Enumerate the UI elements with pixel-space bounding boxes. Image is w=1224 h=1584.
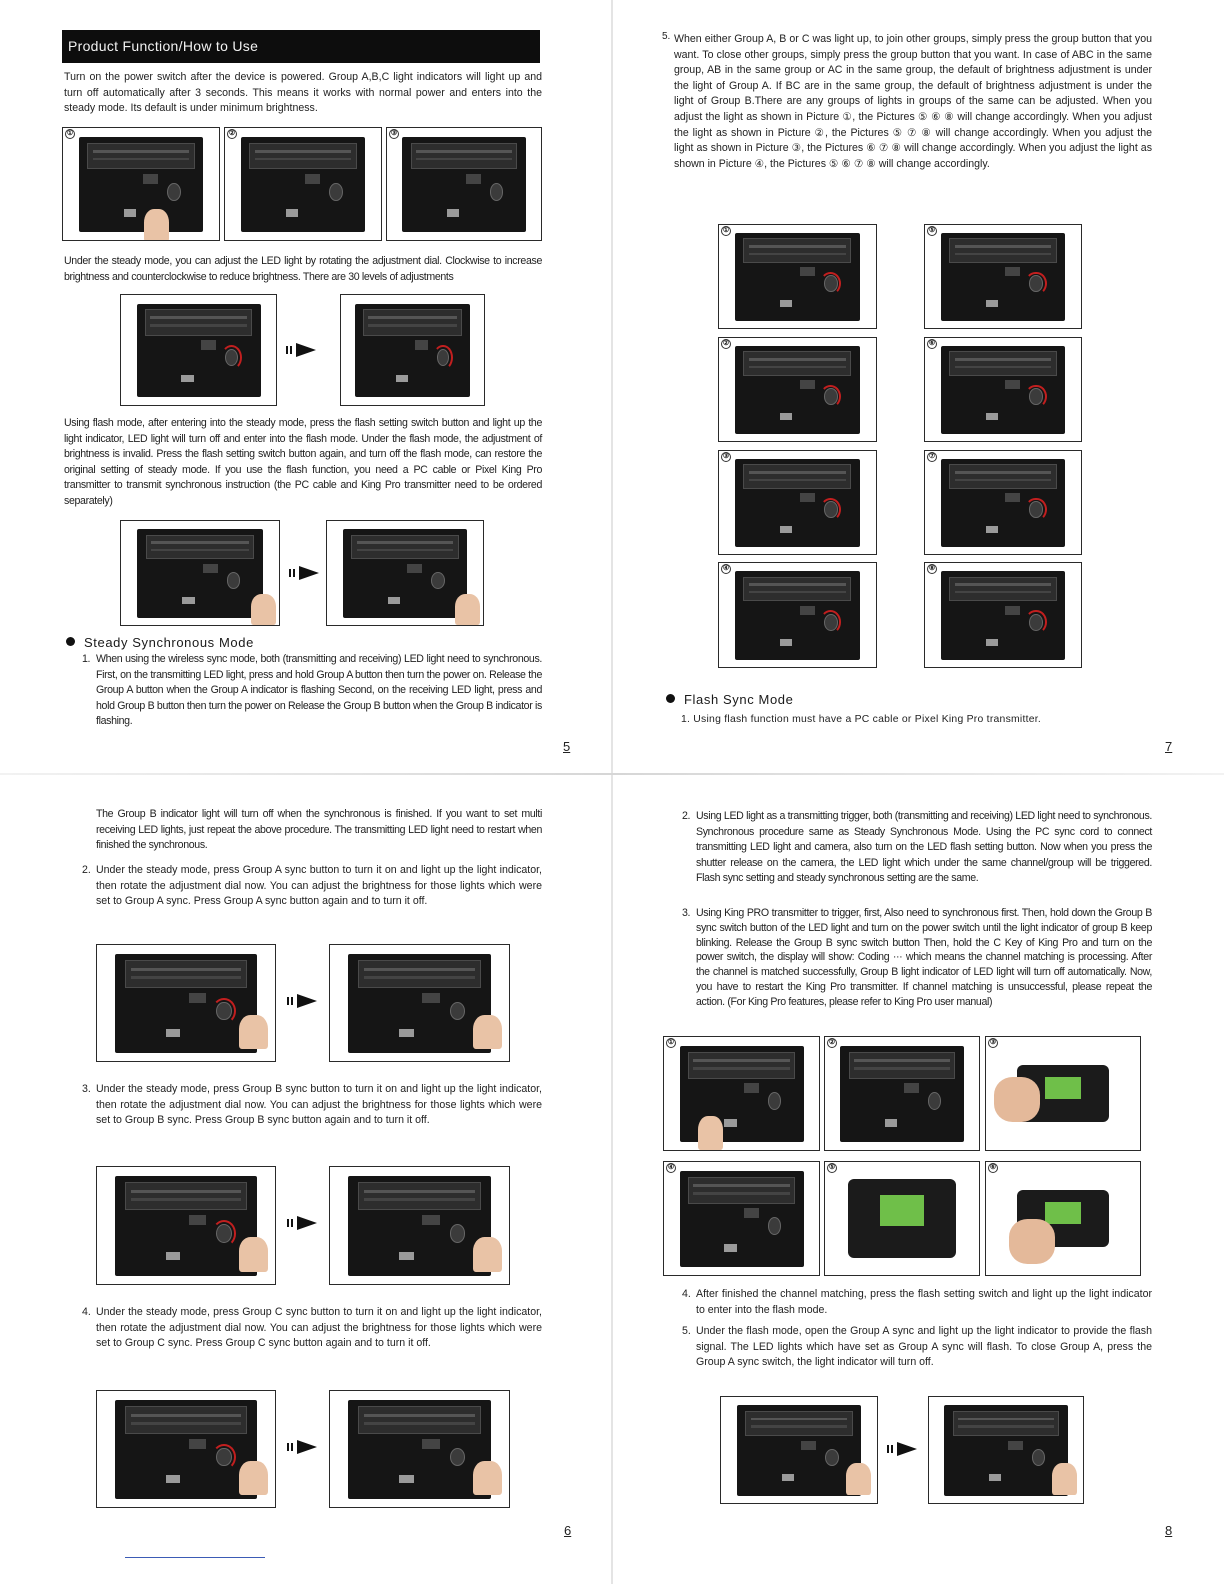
figure-label: ⑥ [928, 340, 936, 347]
figure-label: ③ [722, 453, 730, 460]
figure-7 [924, 450, 1082, 555]
figure-label: ③ [989, 1039, 997, 1046]
arrow-right-icon [289, 566, 323, 580]
section-heading-text: Flash Sync Mode [684, 692, 794, 707]
group-a-figure-before [96, 944, 276, 1062]
led-panel-image [355, 304, 469, 398]
list-item-number: 5. [662, 31, 671, 42]
page-8 [612, 792, 1224, 1584]
finger-image [846, 1463, 871, 1495]
led-panel-image [735, 346, 861, 434]
list-item-number: 4. [682, 1288, 691, 1300]
list-item-text: When using the wireless sync mode, both (transmitting and receiving) LED light need to synchronous. First, on the transmitting LED light, press and hold Group A button then turn the power on. Release the Group A button when the Group A indicator is flashing Second, on the receiving LED light, press and hold Group B button then turn the power on Release the Group B button when the Group B indicator is flashing. [96, 653, 542, 728]
led-panel-image [944, 1405, 1067, 1495]
bullet-icon [66, 637, 75, 646]
led-panel-image [115, 1176, 257, 1275]
arrow-right-icon [287, 1440, 321, 1454]
flash-figure-after [326, 520, 484, 626]
list-item-number: 4. [82, 1306, 91, 1318]
arrow-right-icon [286, 343, 320, 357]
led-panel-image [735, 233, 861, 321]
figure-label: ① [667, 1039, 675, 1046]
group-b-figure-after [329, 1166, 510, 1285]
list-item [662, 31, 1152, 172]
group-c-figure-after [329, 1390, 510, 1508]
list-item-text: Under the steady mode, press Group A sync button to turn it on and light up the light indicator, then rotate the adjustment dial now. You can adjust the brightness for those lights which were set to Group A sync. Press Group A sync button again and to turn it off. [96, 864, 542, 908]
bullet-icon [666, 694, 675, 703]
led-panel-image [137, 529, 263, 617]
flash-figure-before [120, 520, 280, 626]
finger-image [473, 1461, 502, 1496]
dial-figure-after [340, 294, 485, 406]
dial-figure-before [120, 294, 277, 406]
list-item-number: 2. [82, 864, 91, 876]
list-item-text: When either Group A, B or C was light up, to join other groups, simply press the group button that you want. To close other groups, simply press the group button that you want. In case of ABC in the same group, AB in the same group or AC in the same group, the default of brightness adjustment is under the light of Group A. If BC are in the same group, the default of brightness adjustment is under the light of Group B.There are any groups of lights in groups of the same can be adjusted. When you adjust the light as shown in Picture ①, the Pictures ⑤ ⑥ ⑧ will change accordingly. When you adjust the light as shown in Picture ②, the Pictures ⑤ ⑦ ⑧ will change accordingly. When you adjust the light as shown in Picture ③, the Pictures ⑥ ⑦ ⑧ will change accordingly. When you adjust the light as shown in Picture ④, the Pictures ⑤ ⑥ ⑦ ⑧ will change accordingly. [674, 33, 1152, 170]
figure-1 [718, 224, 877, 329]
list-item-number: 1. [82, 653, 91, 665]
figure-label: ② [722, 340, 730, 347]
list-item-text: Under the steady mode, press Group C sync button to turn it on and light up the light indicator, then rotate the adjustment dial now. You can adjust the brightness for those lights which were set to Group C sync. Press Group C sync button again and to turn it off. [96, 1306, 542, 1350]
page-number: 7 [1165, 739, 1173, 754]
hand-image [994, 1077, 1040, 1122]
list-item [82, 863, 542, 910]
finger-image [455, 594, 480, 625]
list-item [682, 1287, 1152, 1318]
group-a-figure-after [329, 944, 510, 1062]
page-5 [0, 0, 612, 792]
list-item-number: 5. [682, 1325, 691, 1337]
finger-image [473, 1015, 502, 1050]
figure-1 [62, 127, 220, 241]
figure-6 [924, 337, 1082, 442]
figure-label: ⑤ [828, 1164, 836, 1171]
figure-3 [718, 450, 877, 555]
list-item-text: Under the steady mode, press Group B sync button to turn it on and light up the light indicator, then rotate the adjustment dial now. You can adjust the brightness for those lights which were set to Group B sync. Press Group B sync button again and to turn it off. [96, 1083, 542, 1127]
flash-a-figure-after [928, 1396, 1084, 1504]
led-panel-image [241, 137, 366, 232]
figure-4 [718, 562, 877, 668]
list-item-text: Using LED light as a transmitting trigger, both (transmitting and receiving) LED light need to synchronous. Synchronous procedure same as Steady Synchronous Mode. Using the PC sync cord to connect transmitting LED light and camera, also turn on the LED flash setting button. Now when you press the shutter release on the camera, the LED light which under the same channel/group will be triggered. Flash sync setting and steady synchronous setting are the same. [696, 810, 1152, 885]
figure-label: ② [828, 1039, 836, 1046]
figure-5 [924, 224, 1082, 329]
figure-1 [663, 1036, 820, 1151]
arrow-right-icon [287, 994, 321, 1008]
arrow-right-icon [887, 1442, 921, 1456]
list-item-text: Using King PRO transmitter to trigger, first, Also need to synchronous first. Then, hold down the Group B sync switch button of the LED light and turn on the power switch until the light indicator of group B keep blinking. Release the Group B sync switch button Then, hold the C Key of King Pro and turn on the power switch, the display will show: Coding ··· which means the channel matching is processing. After the channel is matched successfully, Group B light indicator of LED light will turn off automatically. Now, you have to restart the King Pro transmitter. If channel matching is unsuccessful, please repeat the action. (For King Pro features, please refer to King Pro user manual) [696, 907, 1152, 1008]
figure-label: ① [66, 130, 74, 137]
continuation-paragraph: The Group B indicator light will turn off when the synchronous is finished. If you want to set multi receiving LED lights, just repeat the above procedure. The transmitting LED light need to restart when finished the synchronous. [96, 808, 542, 852]
led-panel-image [737, 1405, 862, 1495]
page-number: 5 [563, 739, 571, 754]
group-b-figure-before [96, 1166, 276, 1285]
finger-image [251, 594, 276, 625]
page-number: 8 [1165, 1523, 1173, 1538]
list-item [682, 809, 1152, 887]
led-panel-image [343, 529, 468, 617]
figure-2 [718, 337, 877, 442]
dial-paragraph: Under the steady mode, you can adjust the LED light by rotating the adjustment dial. Clockwise to increase brightness and counterclockwise to reduce brightness. There are 30 levels of adjustments [64, 255, 542, 283]
page-7 [612, 0, 1224, 792]
led-panel-image [680, 1171, 804, 1267]
list-item [82, 652, 542, 730]
led-panel-image [402, 137, 525, 232]
led-panel-image [79, 137, 204, 232]
led-panel-image [941, 459, 1066, 547]
finger-image [144, 209, 169, 241]
led-panel-image [840, 1046, 963, 1142]
page-number: 6 [564, 1523, 572, 1538]
led-panel-image [137, 304, 261, 398]
section-heading-text: Steady Synchronous Mode [84, 635, 254, 650]
figure-label: ⑧ [928, 565, 936, 572]
figure-label: ④ [722, 565, 730, 572]
figure-label: ① [722, 227, 730, 234]
finger-image [239, 1015, 267, 1050]
figure-label: ② [228, 130, 236, 137]
figure-label: ④ [667, 1164, 675, 1171]
figure-8 [924, 562, 1082, 668]
list-item-number: 2. [682, 810, 691, 822]
section-heading [66, 635, 254, 650]
section-header-title: Product Function/How to Use [68, 38, 259, 54]
list-item-number: 3. [82, 1083, 91, 1095]
led-panel-image [115, 1400, 257, 1499]
list-item-number: 3. [682, 907, 691, 919]
finger-image [1052, 1463, 1077, 1495]
led-panel-image [348, 1176, 491, 1275]
led-panel-image [941, 571, 1066, 659]
list-item [682, 906, 1152, 1010]
figure-2 [824, 1036, 980, 1151]
list-item-text: Under the flash mode, open the Group A sync and light up the light indicator to provide the flash signal. The LED lights which have set as Group A sync will flash. To close Group A, press the Group A sync switch, the light indicator will turn off. [696, 1325, 1152, 1369]
figure-2 [224, 127, 382, 241]
intro-paragraph: Turn on the power switch after the device is powered. Group A,B,C light indicators will light up and turn off automatically after 3 seconds. This means it works with normal power and enters into the steady mode. Its default is under minimum brightness. [64, 71, 542, 115]
group-c-figure-before [96, 1390, 276, 1508]
list-item [82, 1305, 542, 1352]
finger-image [239, 1237, 267, 1272]
figure-6 [985, 1161, 1141, 1276]
transmitter-image [848, 1179, 956, 1258]
hand-image [1009, 1219, 1055, 1264]
list-item [682, 1324, 1152, 1371]
arrow-right-icon [287, 1216, 321, 1230]
figure-label: ⑦ [928, 453, 936, 460]
finger-image [698, 1116, 723, 1150]
section-header-bar [62, 30, 540, 63]
figure-label: ⑤ [928, 227, 936, 234]
figure-4 [663, 1161, 820, 1276]
page-6 [0, 792, 612, 1584]
flash-sync-item-1: 1. Using flash function must have a PC cable or Pixel King Pro transmitter. [681, 714, 1042, 725]
led-panel-image [941, 233, 1066, 321]
led-panel-image [115, 954, 257, 1053]
finger-image [473, 1237, 502, 1272]
flash-paragraph: Using flash mode, after entering into the steady mode, press the flash setting switch button and light up the light indicator, LED light will turn off and enter into the flash mode. Under the flash mode, the adjustment of brightness is invalid. Press the flash setting switch button again, and turn off the flash mode, can restore the original setting of steady mode. If you use the flash function, you need a PC cable or Pixel King Pro transmitter to transmit synchronous instruction (the PC cable and King Pro transmitter need to be ordered separately) [64, 417, 542, 507]
figure-label: ③ [390, 130, 398, 137]
figure-label: ⑥ [989, 1164, 997, 1171]
figure-5 [824, 1161, 980, 1276]
figure-3 [386, 127, 542, 241]
list-item-text: After finished the channel matching, press the flash setting switch and light up the light indicator to enter into the flash mode. [696, 1288, 1152, 1316]
led-panel-image [348, 954, 491, 1053]
led-panel-image [735, 571, 861, 659]
figure-3 [985, 1036, 1141, 1151]
flash-a-figure-before [720, 1396, 878, 1504]
bottom-rule [125, 1557, 265, 1558]
led-panel-image [348, 1400, 491, 1499]
led-panel-image [941, 346, 1066, 434]
led-panel-image [735, 459, 861, 547]
list-item [82, 1082, 542, 1129]
finger-image [239, 1461, 267, 1496]
section-heading [666, 692, 793, 707]
